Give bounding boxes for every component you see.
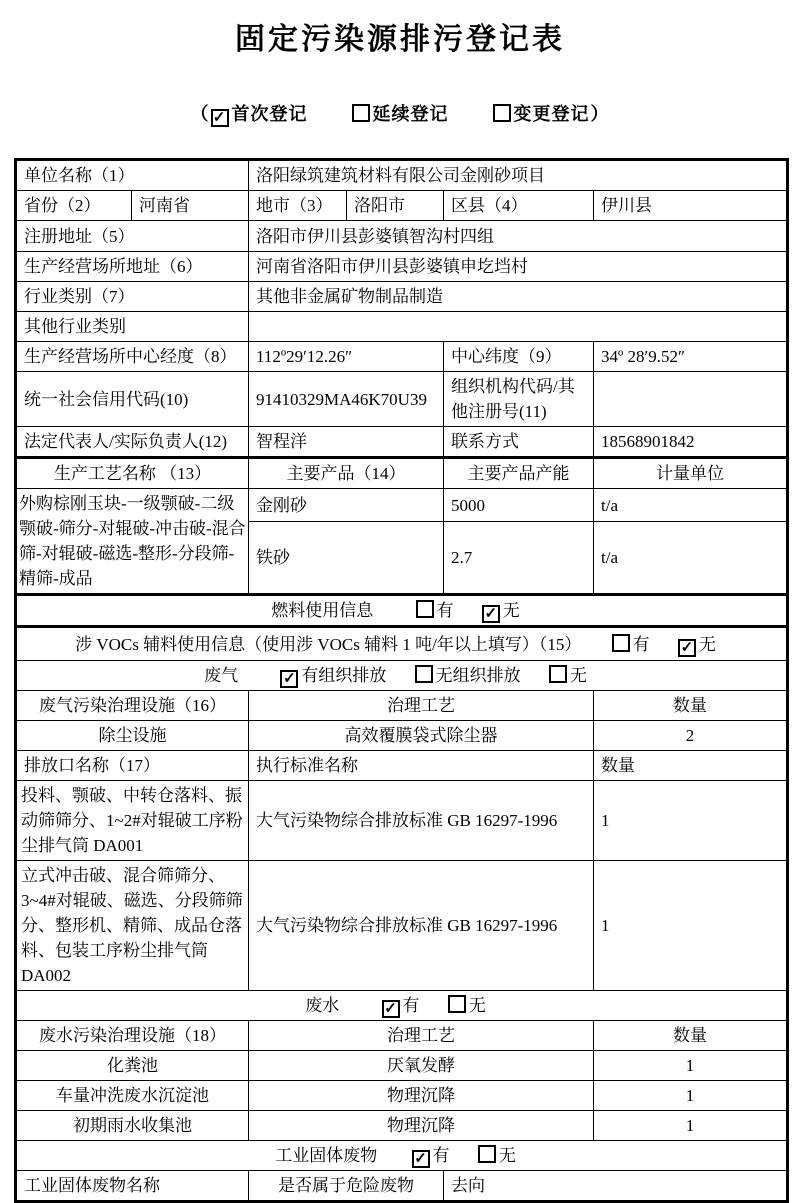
reg-option-change-label: 变更登记 bbox=[513, 104, 590, 124]
reg-option-renewal-label: 延续登记 bbox=[372, 104, 449, 124]
row-outlet-header bbox=[16, 751, 788, 781]
credit-code-label: 统一社会信用代码(10) bbox=[16, 372, 249, 427]
outlet-1-qty: 1 bbox=[594, 781, 788, 861]
water-treatment-1-facility: 化粪池 bbox=[16, 1051, 249, 1081]
solid-waste-yes-checkbox[interactable]: ✓ bbox=[412, 1150, 430, 1168]
waste-water-yes-checkbox[interactable]: ✓ bbox=[382, 1000, 400, 1018]
waste-gas-none-option bbox=[549, 666, 587, 685]
credit-code-value: 91410329MA46K70U39 bbox=[249, 372, 444, 427]
gas-treatment-process-header: 治理工艺 bbox=[249, 691, 594, 721]
industry-category-label: 行业类别（7） bbox=[16, 282, 249, 312]
row-water-treatment-header bbox=[16, 1021, 788, 1051]
row-coordinates bbox=[16, 342, 788, 372]
vocs-yes-label: 有 bbox=[632, 634, 650, 654]
row-industry-category bbox=[16, 282, 788, 312]
capacity-header: 主要产品产能 bbox=[444, 458, 594, 489]
solid-waste-yes-option bbox=[412, 1146, 450, 1165]
outlet-1-name: 投料、颚破、中转仓落料、振动筛筛分、1~2#对辊破工序粉尘排气筒 DA001 bbox=[16, 781, 249, 861]
row-water-treatment-2 bbox=[16, 1081, 788, 1111]
fuel-yes-label: 有 bbox=[436, 601, 454, 620]
fuel-no-option bbox=[482, 601, 520, 620]
row-water-treatment-1 bbox=[16, 1051, 788, 1081]
county-value: 伊川县 bbox=[594, 191, 788, 221]
gas-treatment-1-facility: 除尘设施 bbox=[16, 721, 249, 751]
water-treatment-1-qty: 1 bbox=[594, 1051, 788, 1081]
reg-option-first bbox=[211, 104, 308, 124]
product-1-capacity: 5000 bbox=[444, 489, 594, 522]
row-other-industry bbox=[16, 312, 788, 342]
fuel-yes-option bbox=[416, 601, 454, 620]
product-2-unit: t/a bbox=[594, 522, 788, 595]
row-production-header bbox=[16, 458, 788, 489]
reg-option-first-label: 首次登记 bbox=[231, 104, 308, 124]
product-header: 主要产品（14） bbox=[249, 458, 444, 489]
row-waste-gas bbox=[16, 661, 788, 691]
page-title: 固定污染源排污登记表 bbox=[235, 23, 565, 56]
waste-gas-unorganized-label: 无组织排放 bbox=[435, 666, 521, 685]
city-label: 地市（3） bbox=[249, 191, 347, 221]
gas-treatment-qty-header: 数量 bbox=[594, 691, 788, 721]
row-outlet-1 bbox=[16, 781, 788, 861]
waste-water-no-checkbox[interactable] bbox=[448, 995, 466, 1013]
water-treatment-2-qty: 1 bbox=[594, 1081, 788, 1111]
open-paren: （ bbox=[190, 104, 210, 124]
water-treatment-3-qty: 1 bbox=[594, 1111, 788, 1141]
waste-gas-unorganized-option bbox=[415, 666, 521, 685]
contact-value: 18568901842 bbox=[594, 427, 788, 458]
row-unit-name bbox=[16, 160, 788, 191]
solid-waste-no-label: 无 bbox=[498, 1146, 516, 1165]
close-paren: ） bbox=[590, 104, 610, 124]
legal-rep-value: 智程洋 bbox=[249, 427, 444, 458]
row-water-treatment-3 bbox=[16, 1111, 788, 1141]
solid-waste-yes-label: 有 bbox=[432, 1146, 450, 1165]
reg-option-renewal bbox=[352, 104, 449, 124]
product-2-name: 铁砂 bbox=[249, 522, 444, 595]
water-treatment-3-facility: 初期雨水收集池 bbox=[16, 1111, 249, 1141]
waste-water-label: 废水 bbox=[305, 996, 340, 1015]
fuel-no-label: 无 bbox=[502, 601, 520, 620]
process-flow-cell: 外购棕刚玉块-一级颚破-二级颚破-筛分-对辊破-冲击破-混合筛-对辊破-磁选-整形-分段筛-精筛-成品 bbox=[16, 489, 249, 595]
gas-treatment-1-qty: 2 bbox=[594, 721, 788, 751]
vocs-yes-option bbox=[612, 635, 650, 654]
first-registration-checkbox[interactable]: ✓ bbox=[211, 109, 229, 127]
province-value: 河南省 bbox=[132, 191, 249, 221]
other-industry-value bbox=[249, 312, 788, 342]
other-industry-label: 其他行业类别 bbox=[16, 312, 249, 342]
vocs-no-checkbox[interactable]: ✓ bbox=[678, 639, 696, 657]
vocs-no-label: 无 bbox=[698, 634, 716, 654]
row-product-1 bbox=[16, 489, 788, 522]
row-vocs-info bbox=[16, 627, 788, 661]
row-outlet-2 bbox=[16, 861, 788, 991]
outlet-2-standard: 大气污染物综合排放标准 GB 16297-1996 bbox=[249, 861, 594, 991]
waste-water-no-option bbox=[448, 996, 486, 1015]
waste-gas-label: 废气 bbox=[204, 666, 239, 685]
legal-rep-label: 法定代表人/实际负责人(12) bbox=[16, 427, 249, 458]
unit-name-label: 单位名称（1） bbox=[16, 160, 249, 191]
product-1-unit: t/a bbox=[594, 489, 788, 522]
solid-waste-name-header: 工业固体废物名称 bbox=[16, 1171, 249, 1202]
product-1-name: 金刚砂 bbox=[249, 489, 444, 522]
outlet-qty-header: 数量 bbox=[594, 751, 788, 781]
vocs-yes-checkbox[interactable] bbox=[612, 634, 630, 652]
registered-address-value: 洛阳市伊川县彭婆镇智沟村四组 bbox=[249, 221, 788, 252]
row-gas-treatment-1 bbox=[16, 721, 788, 751]
water-treatment-facility-header: 废水污染治理设施（18） bbox=[16, 1021, 249, 1051]
waste-gas-none-label: 无 bbox=[569, 666, 587, 685]
latitude-value: 34º 28′9.52″ bbox=[594, 342, 788, 372]
reg-option-change bbox=[493, 104, 590, 124]
longitude-value: 112º29′12.26″ bbox=[249, 342, 444, 372]
solid-waste-destination-header: 去向 bbox=[444, 1171, 788, 1202]
water-treatment-process-header: 治理工艺 bbox=[249, 1021, 594, 1051]
waste-gas-unorganized-checkbox[interactable] bbox=[415, 665, 433, 683]
gas-treatment-facility-header: 废气污染治理设施（16） bbox=[16, 691, 249, 721]
row-legal-rep bbox=[16, 427, 788, 458]
row-site-address bbox=[16, 252, 788, 282]
registered-address-label: 注册地址（5） bbox=[16, 221, 249, 252]
row-gas-treatment-header bbox=[16, 691, 788, 721]
site-address-value: 河南省洛阳市伊川县彭婆镇申圪垱村 bbox=[249, 252, 788, 282]
fuel-yes-checkbox[interactable] bbox=[416, 600, 434, 618]
unit-name-value: 洛阳绿筑建筑材料有限公司金刚砂项目 bbox=[249, 160, 788, 191]
water-treatment-2-facility: 车量冲洗废水沉淀池 bbox=[16, 1081, 249, 1111]
outlet-standard-header: 执行标准名称 bbox=[249, 751, 594, 781]
change-registration-checkbox[interactable] bbox=[493, 104, 511, 122]
city-value: 洛阳市 bbox=[347, 191, 444, 221]
water-treatment-3-process: 物理沉降 bbox=[249, 1111, 594, 1141]
row-solid-waste-header bbox=[16, 1171, 788, 1202]
outlet-2-name: 立式冲击破、混合筛筛分、3~4#对辊破、磁选、分段筛筛分、整形机、精筛、成品仓落料、包装工序粉尘排气筒 DA002 bbox=[16, 861, 249, 991]
waste-gas-organized-option bbox=[280, 666, 386, 685]
row-waste-water bbox=[16, 991, 788, 1021]
registration-type-line bbox=[0, 100, 800, 127]
industry-category-value: 其他非金属矿物制品制造 bbox=[249, 282, 788, 312]
solid-waste-no-option bbox=[478, 1146, 516, 1165]
fuel-no-checkbox[interactable]: ✓ bbox=[482, 605, 500, 623]
solid-waste-no-checkbox[interactable] bbox=[478, 1145, 496, 1163]
site-address-label: 生产经营场所地址（6） bbox=[16, 252, 249, 282]
outlet-2-qty: 1 bbox=[594, 861, 788, 991]
process-header: 生产工艺名称 （13） bbox=[16, 458, 249, 489]
province-label: 省份（2） bbox=[16, 191, 132, 221]
outlet-name-header: 排放口名称（17） bbox=[16, 751, 249, 781]
county-label: 区县（4） bbox=[444, 191, 594, 221]
org-code-value bbox=[594, 372, 788, 427]
contact-label: 联系方式 bbox=[444, 427, 594, 458]
water-treatment-1-process: 厌氧发酵 bbox=[249, 1051, 594, 1081]
waste-water-yes-label: 有 bbox=[402, 996, 420, 1015]
row-region bbox=[16, 191, 788, 221]
waste-water-no-label: 无 bbox=[468, 996, 486, 1015]
org-code-label: 组织机构代码/其他注册号(11) bbox=[444, 372, 594, 427]
row-credit-code bbox=[16, 372, 788, 427]
waste-gas-organized-checkbox[interactable]: ✓ bbox=[280, 670, 298, 688]
waste-gas-none-checkbox[interactable] bbox=[549, 665, 567, 683]
water-treatment-qty-header: 数量 bbox=[594, 1021, 788, 1051]
registration-form-table bbox=[14, 158, 789, 1203]
unit-header: 计量单位 bbox=[594, 458, 788, 489]
renewal-registration-checkbox[interactable] bbox=[352, 104, 370, 122]
latitude-label: 中心纬度（9） bbox=[444, 342, 594, 372]
vocs-no-option bbox=[678, 635, 716, 654]
vocs-info-label: 涉 VOCs 辅料使用信息（使用涉 VOCs 辅料 1 吨/年以上填写）（15） bbox=[75, 634, 582, 654]
outlet-1-standard: 大气污染物综合排放标准 GB 16297-1996 bbox=[249, 781, 594, 861]
row-fuel-info bbox=[16, 595, 788, 627]
solid-waste-label: 工业固体废物 bbox=[275, 1146, 378, 1165]
fuel-info-label: 燃料使用信息 bbox=[271, 601, 374, 620]
row-registered-address bbox=[16, 221, 788, 252]
water-treatment-2-process: 物理沉降 bbox=[249, 1081, 594, 1111]
gas-treatment-1-process: 高效覆膜袋式除尘器 bbox=[249, 721, 594, 751]
waste-gas-organized-label: 有组织排放 bbox=[301, 666, 387, 685]
product-2-capacity: 2.7 bbox=[444, 522, 594, 595]
row-solid-waste bbox=[16, 1141, 788, 1171]
solid-waste-hazardous-header: 是否属于危险废物 bbox=[249, 1171, 444, 1202]
waste-water-yes-option bbox=[382, 996, 420, 1015]
longitude-label: 生产经营场所中心经度（8） bbox=[16, 342, 249, 372]
